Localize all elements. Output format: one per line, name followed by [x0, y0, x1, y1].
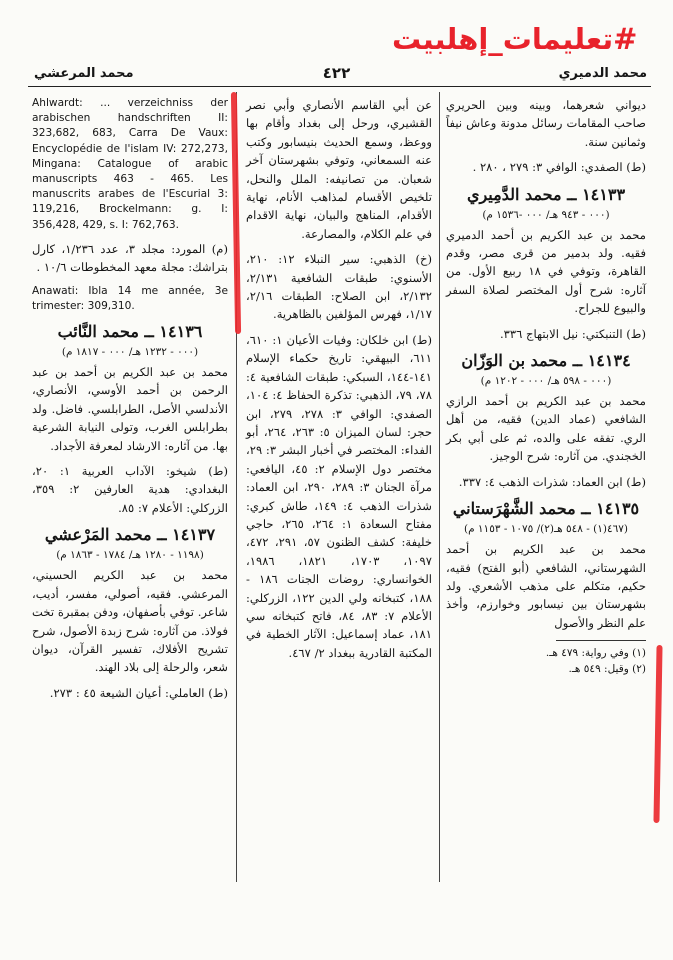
source-line: (خ) الذهبي: سير النبلاء ١٢: ٢١٠، الأسنوي: طبقات الشافعية ٢/١٣١، ٢/١٣٢، ابن الصلاح: الطبقات ٢/١٦، ١/١٧، فهرس المؤلفين بالظاهرية.: [246, 252, 432, 322]
source-line: (ط) العاملي: أعيان الشيعة ٤٥ : ٢٧٣.: [49, 685, 228, 700]
entry-dates: (١١٩٨ - ١٢٨٠ هـ/ ١٧٨٤ - ١٨٦٣ م): [56, 549, 204, 562]
red-highlight-mark: [231, 92, 241, 334]
entry-heading: ١٤١٣٥ ــ محمد الشَّهْرَستاني: [452, 499, 640, 519]
bibliography-latin: Ahlwardt: ... verzeichniss der arabischen handschriften II: 323,682, 683, Carra De Vaux: Encyclopédie de l'islam IV: 272,273, Mingana: Catalogue of arabic manuscripts 463 - 465. Les manuscrits arabes de l'Escurial 3: 119,216, Brockelmann: g. I: 356,428, 429, s. I: 762,763.: [32, 97, 228, 231]
watermark-hashtag: #تعليمات_إهلبيت: [392, 22, 638, 56]
entry-heading: ١٤١٣٦ ــ محمد النَّائب: [57, 322, 203, 342]
paragraph: عن أبي القاسم الأنصاري وأبي نصر القشيري، ورحل إلى بغداد وأقام بها ووعظ، وسمع الحديث بنيسابور وكتب عنه السمعاني، وتوفي بشهرستان آخر شعبان. من تصانيفه: الملل والنحل، تلخيص الأقسام لمذاهب الأنام، نهاية الأقدام، المناهج والبيان، نهاية الاقدام في علم الكلام، والمصارعة.: [246, 98, 432, 241]
bibliography-latin: Anawati: Ibla 14 me année, 3e trimester: 309,310.: [32, 284, 228, 312]
entry-dates: (٤٦٧(١) - ٥٤٨ هـ(٢)/ ١٠٧٥ - ١١٥٣ م): [463, 523, 628, 536]
entry-dates: (٠٠٠ - ٩٤٣ هـ/ ٠٠٠ -١٥٣٦ م): [482, 208, 610, 221]
source-line: (م) المورد: مجلد ٣، عدد ١/٢٣٦، كارل بتراشك: مجلة معهد المخطوطات ١٠/٦ .: [32, 241, 228, 275]
header-rule: [28, 86, 651, 87]
source-line: (ط) ابن العماد: شذرات الذهب ٤: ٣٣٧.: [458, 474, 646, 489]
source-line: (ط) التنبكتي: نيل الابتهاج ٣٣٦.: [499, 326, 646, 341]
entry-dates: (٠٠٠ - ٥٩٨ هـ/ ٠٠٠ - ١٢٠٢ م): [480, 375, 612, 388]
entry-heading: ١٤١٣٤ ــ محمد بن الوَزّان: [461, 351, 631, 371]
page-number: ٤٢٢: [322, 64, 351, 82]
footnote: (٢) وقيل: ٥٤٩ هـ.: [568, 663, 646, 676]
red-highlight-mark: [653, 645, 662, 823]
column-divider-right: [439, 92, 440, 882]
entry-body: محمد بن عبد الكريم الحسيني، المرعشي. فقيه، أصولي، مفسر، أديب، شاعر. توفي بأصفهان، ودفن بمقبرة تخت فولاذ. من آثاره: شرح زبدة الأصول، شرح تشريح الأفلاك، تفسير القرآن، ديوان شعر، والرحلة إلى بلاد الهند.: [32, 568, 228, 675]
column-middle: [246, 96, 432, 669]
column-left: [32, 96, 228, 709]
entry-heading: ١٤١٣٧ ــ محمد المَرْعشي: [44, 525, 216, 545]
column-right: [446, 96, 646, 677]
entry-body: محمد بن عبد الكريم بن أحمد الدميري فقيه. ولد بدمير من قرى مصر، وقدم القاهرة، وتوفي في ١٨ ربيع الأول. من آثاره: شرح أول المختصر لصلاة السفر والبيوع للجراح.: [446, 227, 646, 316]
footnote: (١) وفي رواية: ٤٧٩ هـ.: [545, 647, 646, 660]
entry-body: محمد بن عبد الكريم بن أحمد الشهرستاني، الشافعي (أبو الفتح) فقيه، حكيم، متكلم على مذهب الأشعري. ولد بشهرستان بين نيسابور وخوارزم، وأخذ علم النظر والأصول: [446, 542, 646, 630]
source-line: (ط) ابن خلكان: وفيات الأعيان ١: ٦١٠، ٦١١، البيهقي: تاريخ حكماء الإسلام ١٤١-١٤٤، السبكي: طبقات الشافعية ٤: ٧٨، ٧٩، الذهبي: تذكرة الحفاظ ٤: ١٠٤، الصفدي: الوافي ٣: ٢٧٨، ٢٧٩، ابن حجر: لسان الميزان ٥: ٢٦٣، ٢٦٤، أبو الفداء: المختصر في أخبار البشر ٣: ٢٩، مختصر دول الإسلام ٢: ٤٥، اليافعي: مرآة الجنان ٣: ٢٨٩، ٢٩٠، ابن العماد: شذرات الذهب ٤: ١٤٩، طاش كبري: مفتاح السعادة ١: ٢٦٤، ٢٦٥، حاجي خليفة: كشف الظنون ٥٧، ٢٩١، ٤٧٢، ١٠٩٧، ١٧٠٣، ١٨٢١، ١٩٨٦، الخوانساري: روضات الجنات ١٨٦ - ١٨٨، كتبخانه ولي الدين ١٢٢، الزركلي: الأعلام ٧: ٨٣، ٨٤، فاتح كتبخانه سي ١٨١، عماد إسماعيل: الآثار الخطية في المكتبة القادرية ببغداد ٢/ ٤٦٧.: [246, 332, 433, 660]
source-line: (ط) الصفدي: الوافي ٣: ٢٧٩ ، ٢٨٠ .: [472, 160, 646, 175]
left-running-head: محمد المرعشي: [34, 66, 134, 81]
entry-body: محمد بن عبد الكريم بن أحمد بن عبد الرحمن بن أحمد الأوسي، الأنصاري، الأندلسي الأصل، الطرابلسي. فاضل. ولد بطرابلس الغرب، وتولى النيابة الشرعية بها. من آثاره: الارشاد لمعرفة الأجداد.: [32, 365, 228, 453]
entry-heading: ١٤١٣٣ ــ محمد الدَّمِيري: [466, 184, 626, 204]
right-running-head: محمد الدميري: [558, 66, 647, 81]
entry-body: محمد بن عبد الكريم بن أحمد الرازي الشافعي (عماد الدين) فقيه، من أهل الري. تفقه على والده، ثم على أبي بكر الخجندي. من آثاره: شرح الوجيز.: [446, 394, 646, 464]
source-line: (ط) شيخو: الآداب العربية ١: ٢٠، البغدادي: هدية العارفين ٢: ٣٥٩، الزركلي: الأعلام ٧: ٨٥.: [32, 464, 229, 515]
paragraph: ديواني شعرهما، وبينه وبين الحريري صاحب المقامات رسائل مدونة وعاش نيفاً وثمانين سنة.: [446, 98, 646, 149]
entry-dates: (٠٠٠ - ١٢٣٢ هـ/ ٠٠٠ - ١٨١٧ م): [61, 346, 199, 359]
footnote-rule: [556, 640, 646, 641]
